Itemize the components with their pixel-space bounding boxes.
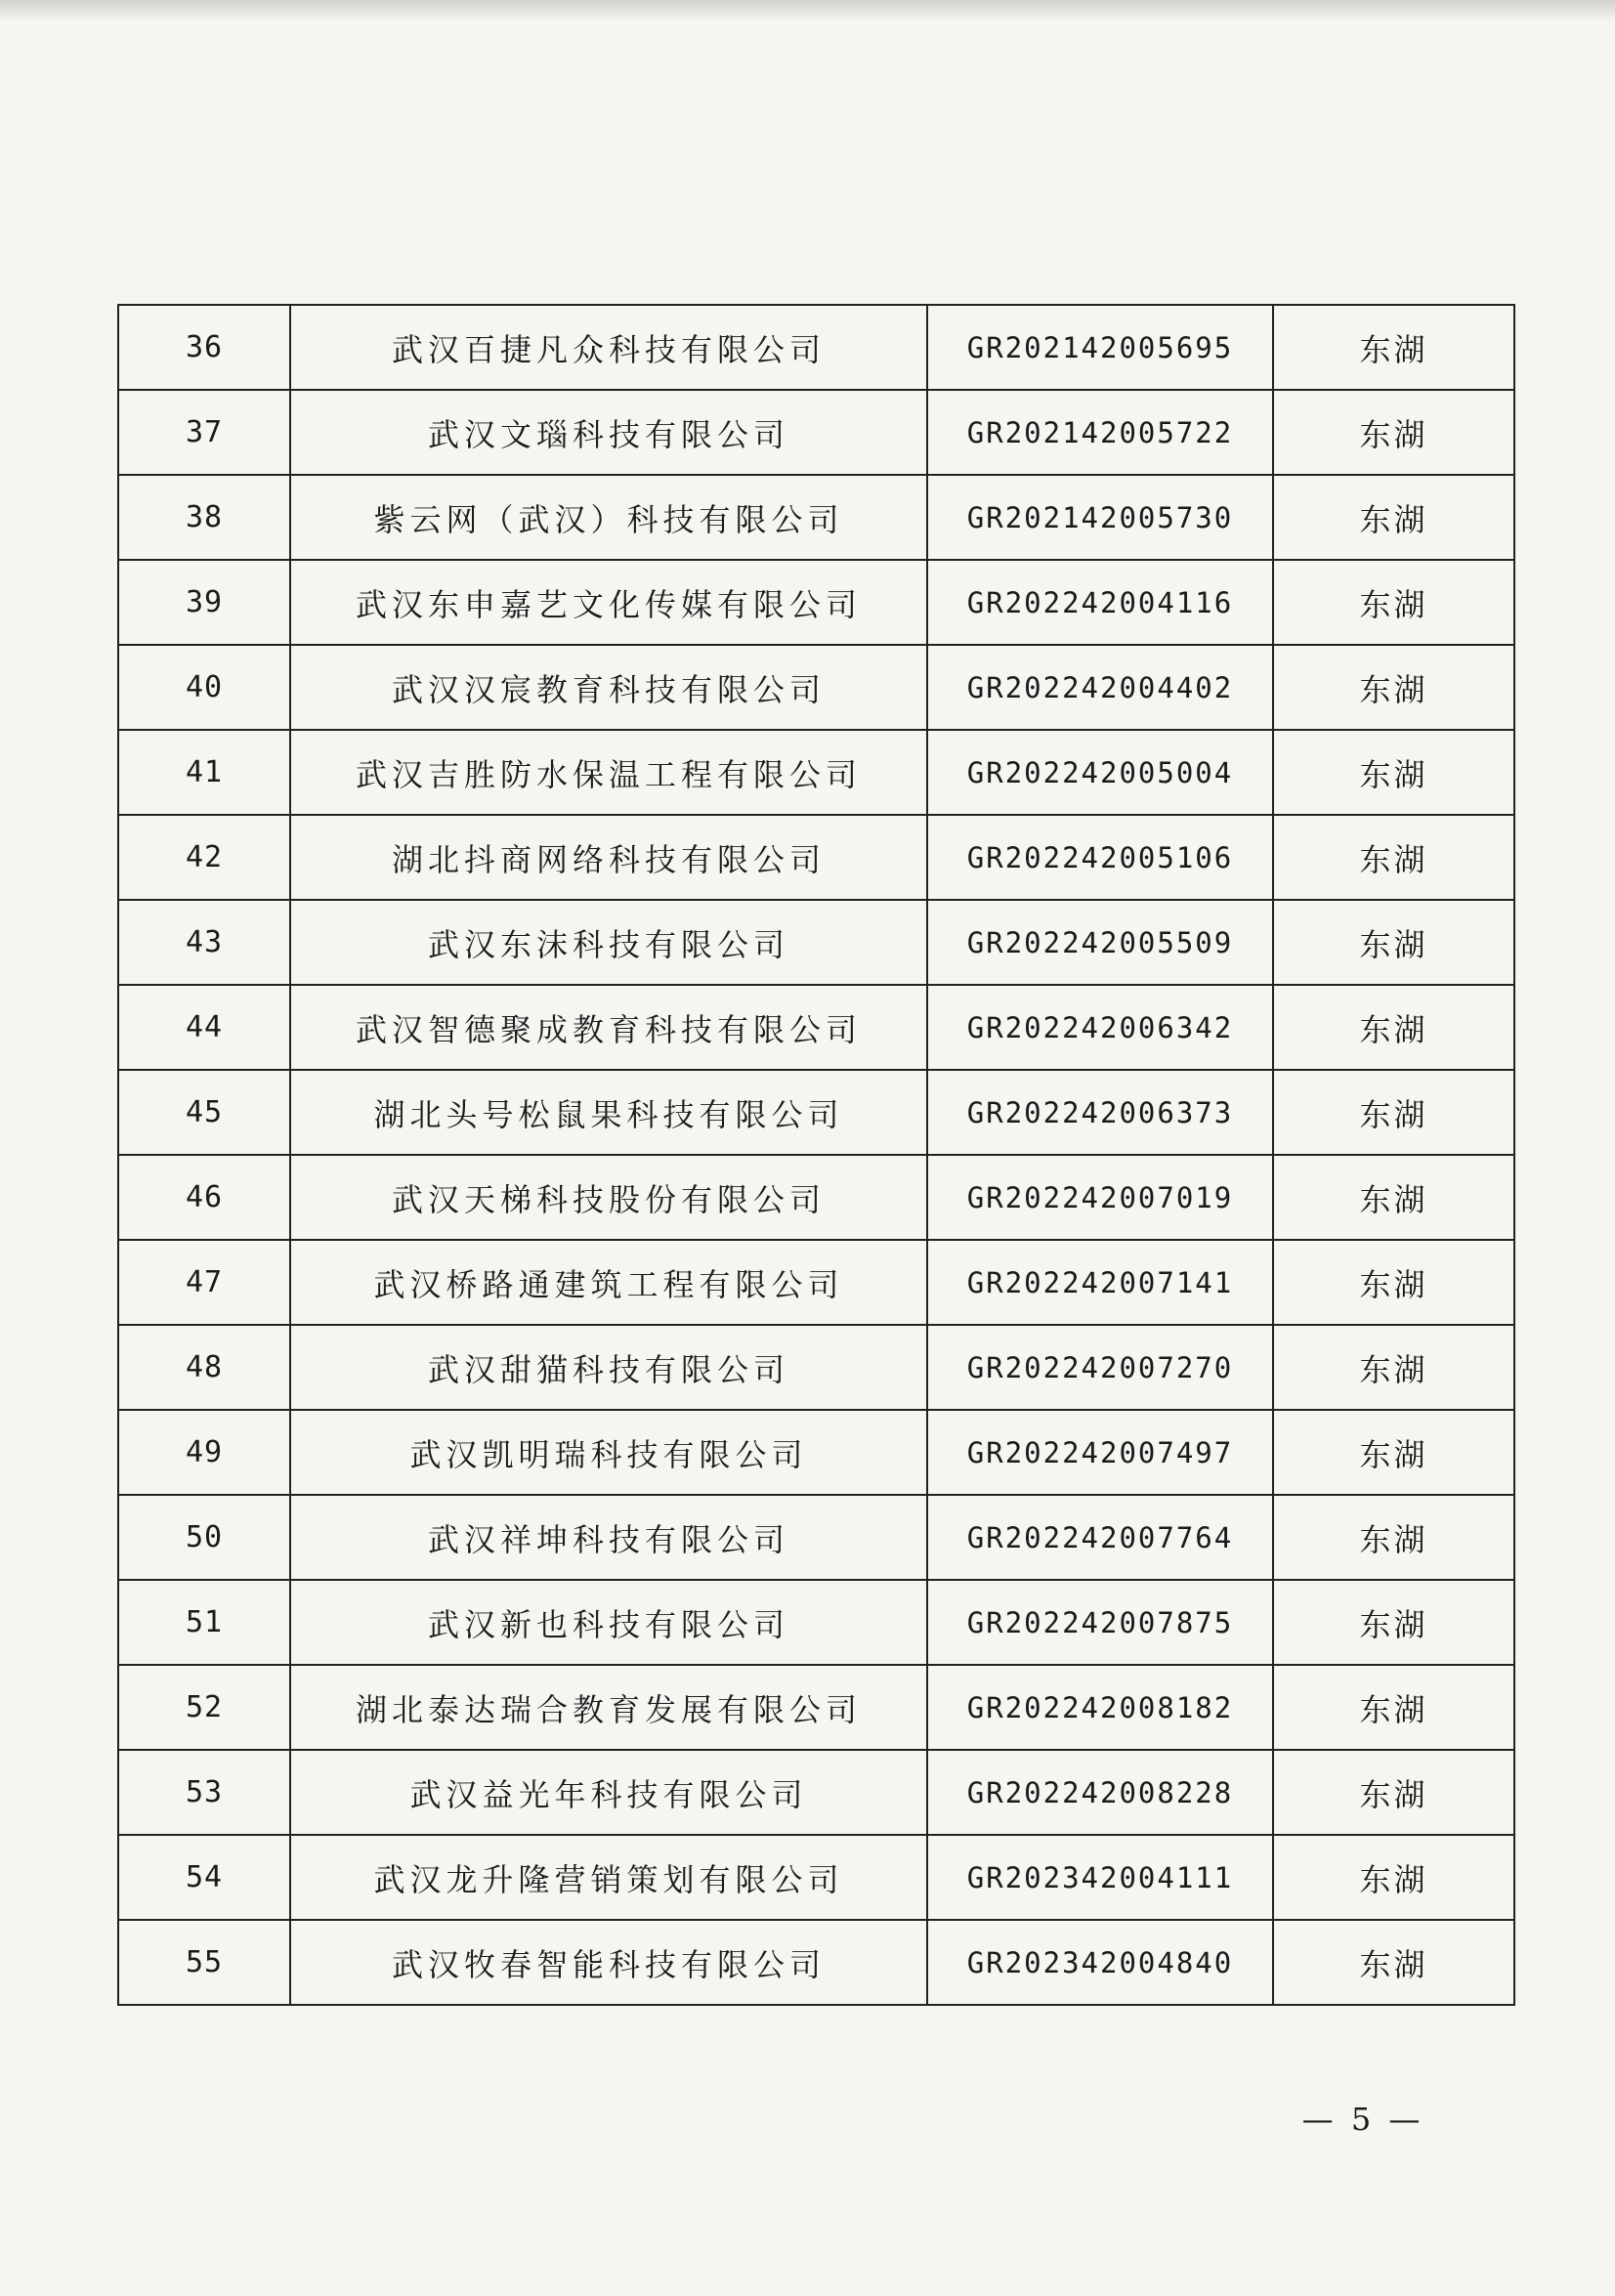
certificate-code-cell: GR202242007875 (927, 1580, 1273, 1665)
certificate-code-cell: GR202242006373 (927, 1070, 1273, 1155)
table-row (118, 1750, 1514, 1835)
company-name-cell: 武汉祥坤科技有限公司 (290, 1495, 927, 1580)
company-name-cell: 武汉东申嘉艺文化传媒有限公司 (290, 560, 927, 645)
certificate-code-cell: GR202242004116 (927, 560, 1273, 645)
company-name-cell: 湖北抖商网络科技有限公司 (290, 815, 927, 900)
row-number-cell: 44 (118, 985, 290, 1070)
row-number-cell: 48 (118, 1325, 290, 1410)
certificate-code-cell: GR202242004402 (927, 645, 1273, 730)
district-cell: 东湖 (1273, 985, 1514, 1070)
company-name-cell: 武汉文瑙科技有限公司 (290, 390, 927, 475)
row-number-cell: 52 (118, 1665, 290, 1750)
row-number-cell: 36 (118, 305, 290, 390)
district-cell: 东湖 (1273, 1325, 1514, 1410)
district-cell: 东湖 (1273, 1070, 1514, 1155)
district-cell: 东湖 (1273, 1665, 1514, 1750)
row-number-cell: 39 (118, 560, 290, 645)
company-name-cell: 武汉甜猫科技有限公司 (290, 1325, 927, 1410)
district-cell: 东湖 (1273, 1920, 1514, 2005)
table-row (118, 1835, 1514, 1920)
table-body (118, 305, 1514, 2005)
district-cell: 东湖 (1273, 560, 1514, 645)
certificate-code-cell: GR202242005509 (927, 900, 1273, 985)
company-name-cell: 武汉桥路通建筑工程有限公司 (290, 1240, 927, 1325)
row-number-cell: 50 (118, 1495, 290, 1580)
table-row (118, 1070, 1514, 1155)
row-number-cell: 42 (118, 815, 290, 900)
district-cell: 东湖 (1273, 390, 1514, 475)
row-number-cell: 43 (118, 900, 290, 985)
certificate-code-cell: GR202142005695 (927, 305, 1273, 390)
table-row (118, 815, 1514, 900)
row-number-cell: 53 (118, 1750, 290, 1835)
company-list-table (117, 304, 1515, 2006)
company-name-cell: 武汉新也科技有限公司 (290, 1580, 927, 1665)
table-row (118, 1665, 1514, 1750)
table-row (118, 900, 1514, 985)
table-row (118, 475, 1514, 560)
district-cell: 东湖 (1273, 1155, 1514, 1240)
company-name-cell: 武汉东沫科技有限公司 (290, 900, 927, 985)
table-row (118, 1495, 1514, 1580)
company-name-cell: 武汉牧春智能科技有限公司 (290, 1920, 927, 2005)
table-row (118, 560, 1514, 645)
row-number-cell: 40 (118, 645, 290, 730)
table-row (118, 1580, 1514, 1665)
table-row (118, 390, 1514, 475)
table-row (118, 645, 1514, 730)
table-row (118, 1155, 1514, 1240)
row-number-cell: 49 (118, 1410, 290, 1495)
row-number-cell: 38 (118, 475, 290, 560)
district-cell: 东湖 (1273, 305, 1514, 390)
company-name-cell: 武汉龙升隆营销策划有限公司 (290, 1835, 927, 1920)
company-name-cell: 武汉汉宸教育科技有限公司 (290, 645, 927, 730)
row-number-cell: 54 (118, 1835, 290, 1920)
company-name-cell: 武汉天梯科技股份有限公司 (290, 1155, 927, 1240)
certificate-code-cell: GR202242007019 (927, 1155, 1273, 1240)
row-number-cell: 45 (118, 1070, 290, 1155)
table-row (118, 985, 1514, 1070)
company-name-cell: 武汉百捷凡众科技有限公司 (290, 305, 927, 390)
company-name-cell: 武汉吉胜防水保温工程有限公司 (290, 730, 927, 815)
certificate-code-cell: GR202242005004 (927, 730, 1273, 815)
certificate-code-cell: GR202242007497 (927, 1410, 1273, 1495)
company-name-cell: 紫云网（武汉）科技有限公司 (290, 475, 927, 560)
certificate-code-cell: GR202242007141 (927, 1240, 1273, 1325)
district-cell: 东湖 (1273, 900, 1514, 985)
district-cell: 东湖 (1273, 1495, 1514, 1580)
certificate-code-cell: GR202342004840 (927, 1920, 1273, 2005)
certificate-code-cell: GR202242007764 (927, 1495, 1273, 1580)
certificate-code-cell: GR202342004111 (927, 1835, 1273, 1920)
table-row (118, 730, 1514, 815)
company-name-cell: 武汉益光年科技有限公司 (290, 1750, 927, 1835)
company-name-cell: 武汉凯明瑞科技有限公司 (290, 1410, 927, 1495)
table-row (118, 1410, 1514, 1495)
company-name-cell: 湖北头号松鼠果科技有限公司 (290, 1070, 927, 1155)
row-number-cell: 46 (118, 1155, 290, 1240)
district-cell: 东湖 (1273, 1580, 1514, 1665)
district-cell: 东湖 (1273, 1240, 1514, 1325)
district-cell: 东湖 (1273, 1750, 1514, 1835)
row-number-cell: 47 (118, 1240, 290, 1325)
certificate-code-cell: GR202242006342 (927, 985, 1273, 1070)
row-number-cell: 51 (118, 1580, 290, 1665)
scan-top-edge (0, 0, 1615, 21)
district-cell: 东湖 (1273, 1410, 1514, 1495)
certificate-code-cell: GR202242008182 (927, 1665, 1273, 1750)
district-cell: 东湖 (1273, 1835, 1514, 1920)
district-cell: 东湖 (1273, 475, 1514, 560)
certificate-code-cell: GR202242007270 (927, 1325, 1273, 1410)
certificate-code-cell: GR202142005730 (927, 475, 1273, 560)
district-cell: 东湖 (1273, 815, 1514, 900)
table-row (118, 1240, 1514, 1325)
district-cell: 东湖 (1273, 730, 1514, 815)
row-number-cell: 37 (118, 390, 290, 475)
table-row (118, 1920, 1514, 2005)
certificate-code-cell: GR202242005106 (927, 815, 1273, 900)
certificate-code-cell: GR202242008228 (927, 1750, 1273, 1835)
table-row (118, 1325, 1514, 1410)
table-row (118, 305, 1514, 390)
certificate-code-cell: GR202142005722 (927, 390, 1273, 475)
row-number-cell: 55 (118, 1920, 290, 2005)
row-number-cell: 41 (118, 730, 290, 815)
company-list-table-container (117, 304, 1513, 2006)
district-cell: 东湖 (1273, 645, 1514, 730)
page-number: — 5 — (1301, 2101, 1424, 2138)
company-name-cell: 湖北泰达瑞合教育发展有限公司 (290, 1665, 927, 1750)
company-name-cell: 武汉智德聚成教育科技有限公司 (290, 985, 927, 1070)
